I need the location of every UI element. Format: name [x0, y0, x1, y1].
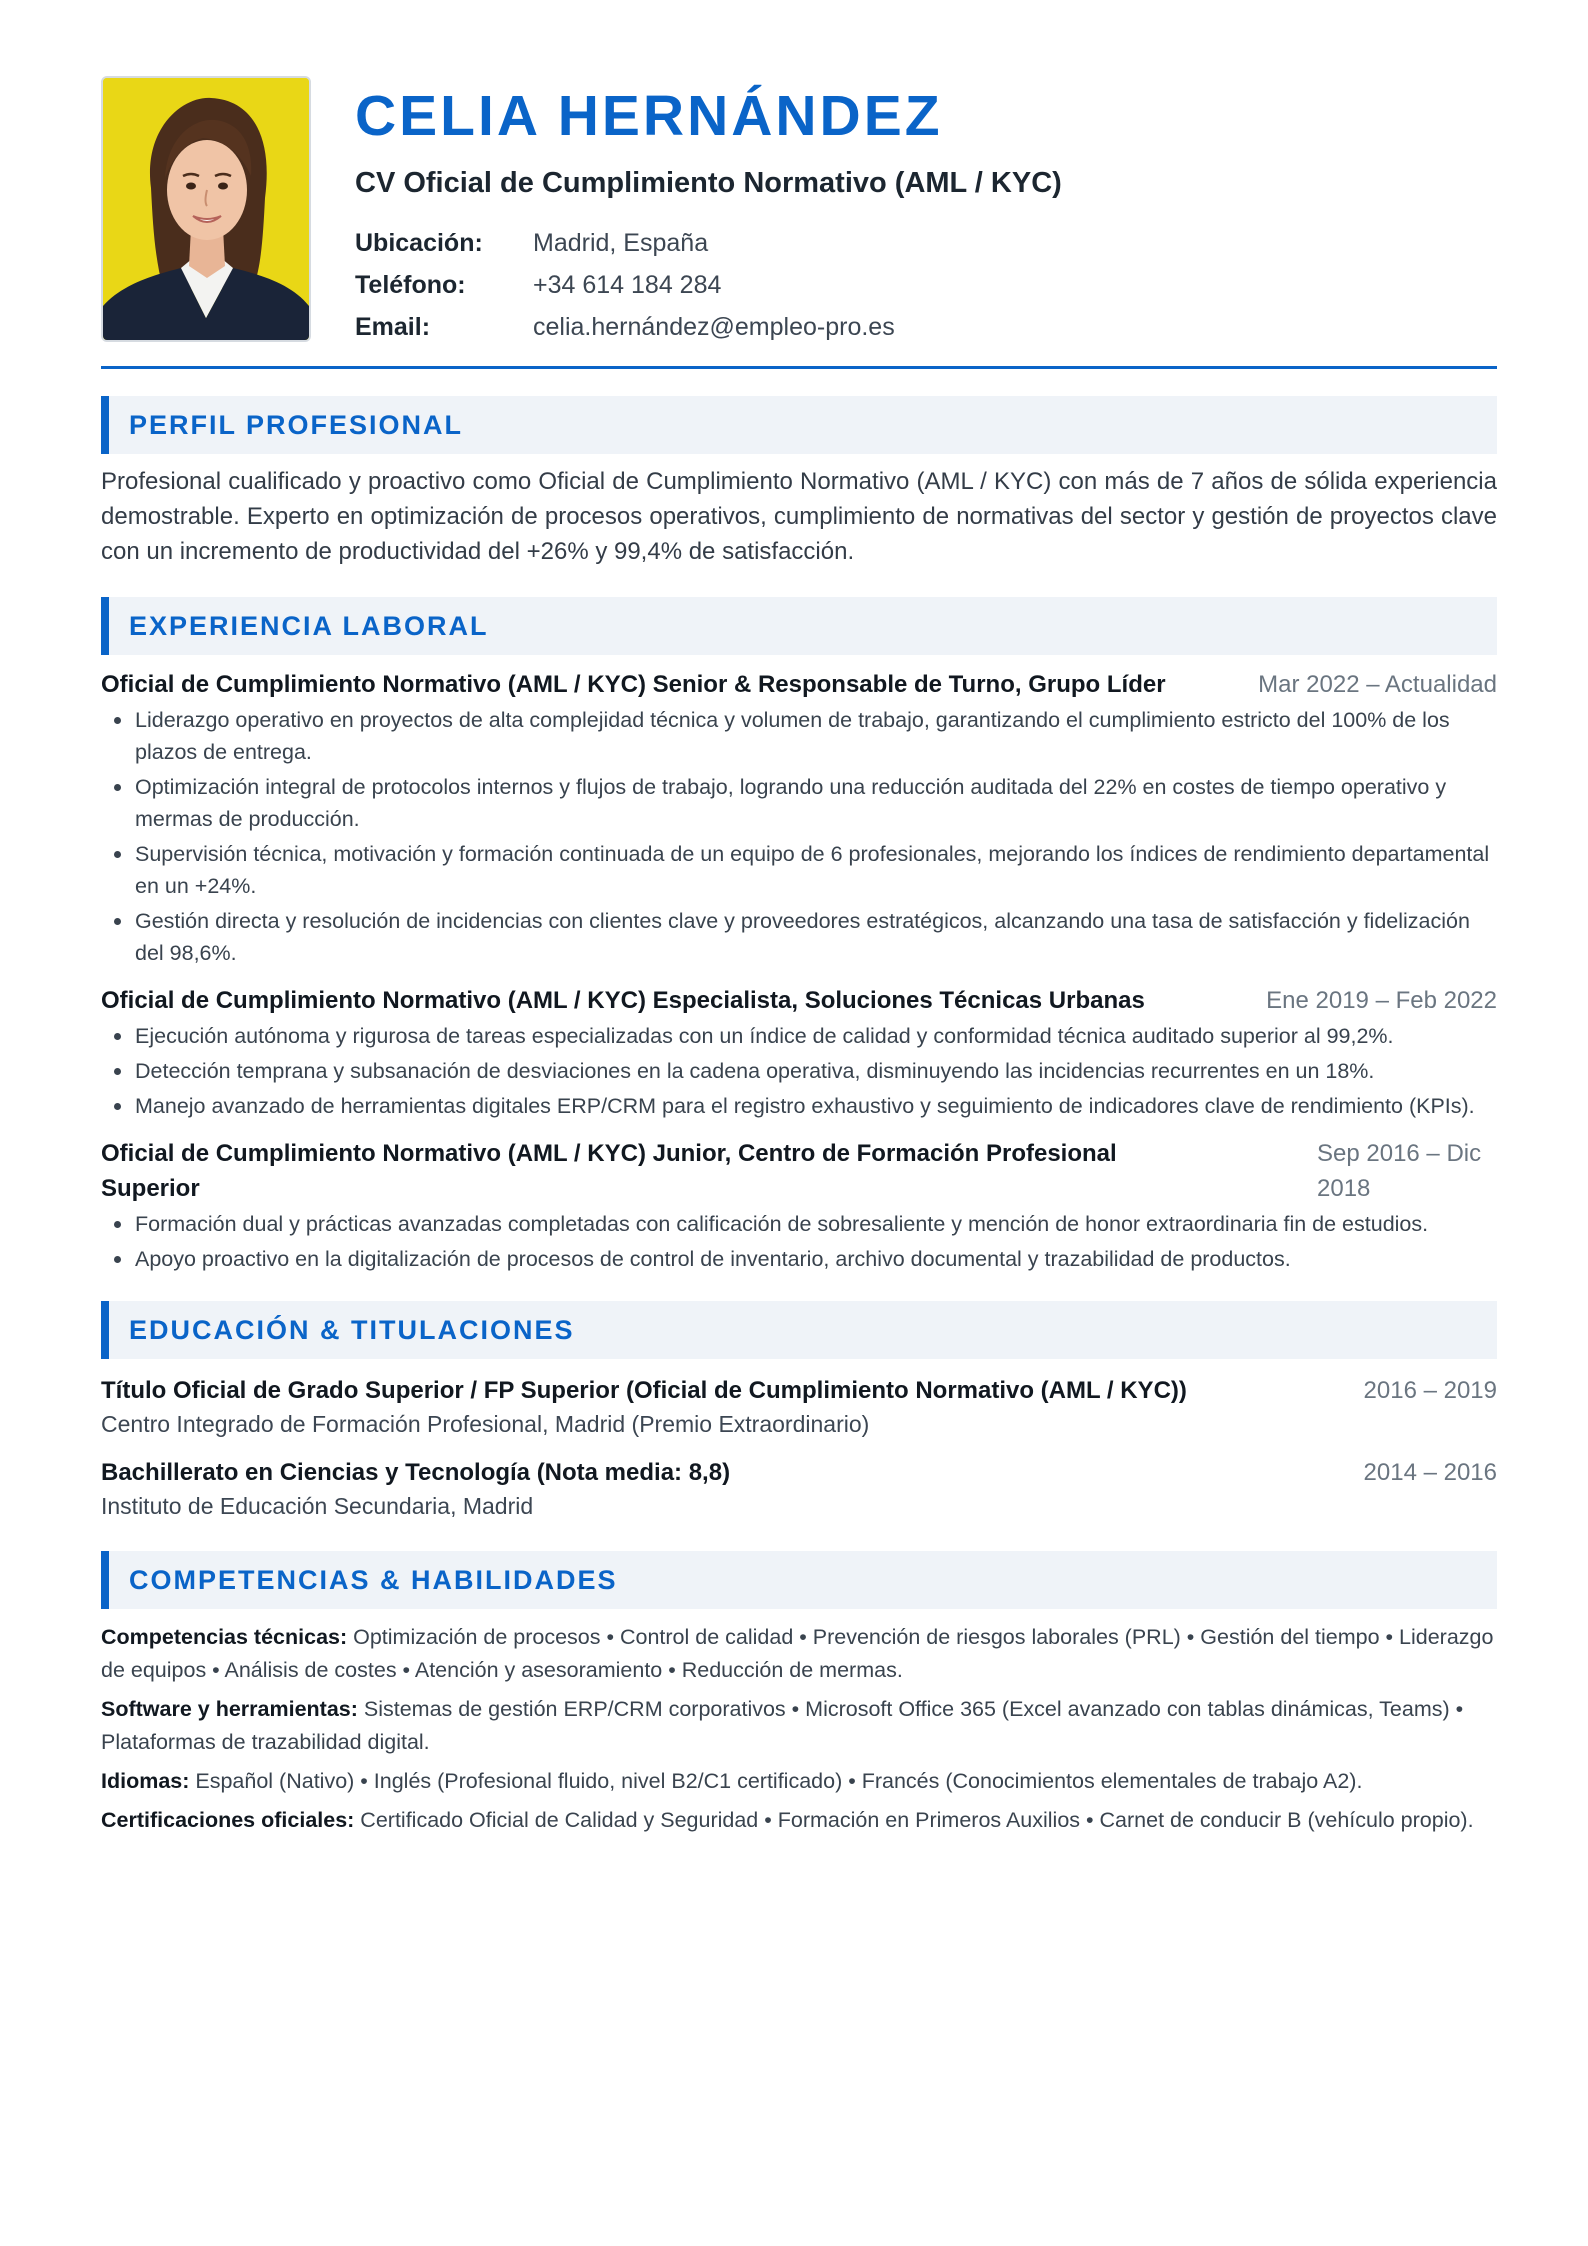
profile-summary: Profesional cualificado y proactivo como Oficial de Cumplimiento Normativo (AML / KYC) con más de 7 años de sólida experiencia demostrable. Experto en optimización de procesos operativos, cumplimiento de normativas del sector y gestión de proyectos clave con un incremento de productividad del +26% y 99,4% de satisfacción.: [101, 468, 1497, 565]
education-institution: Instituto de Educación Secundaria, Madrid: [101, 1493, 534, 1519]
section-title: EXPERIENCIA LABORAL: [129, 610, 489, 641]
section-experience: [101, 597, 1497, 1275]
skill-text: Certificado Oficial de Calidad y Seguridad • Formación en Primeros Auxilios • Carnet de conducir B (vehículo propio).: [354, 1808, 1474, 1832]
header-divider: [101, 366, 1497, 369]
section-title: PERFIL PROFESIONAL: [129, 409, 464, 440]
skill-label: Software y herramientas:: [101, 1697, 358, 1721]
skill-row: [101, 1693, 1497, 1759]
skill-row: [101, 1804, 1497, 1837]
list-item: Apoyo proactivo en la digitalización de procesos de control de inventario, archivo documental y trazabilidad de productos.: [101, 1243, 1497, 1275]
cv-page: [101, 76, 1497, 1837]
contact-phone: [355, 264, 1455, 306]
section-title: EDUCACIÓN & TITULACIONES: [129, 1314, 575, 1345]
skill-text: Sistemas de gestión ERP/CRM corporativos • Microsoft Office 365 (Excel avanzado con tablas dinámicas, Teams) • Plataformas de trazabilidad digital.: [101, 1697, 1464, 1754]
section-skills: [101, 1551, 1497, 1837]
skill-text: Optimización de procesos • Control de calidad • Prevención de riesgos laborales (PRL) • Gestión del tiempo • Liderazgo de equipos • Análisis de costes • Atención y asesoramiento • Reducción de mermas.: [101, 1625, 1494, 1682]
job-bullets: [101, 1208, 1497, 1275]
list-item: Liderazgo operativo en proyectos de alta complejidad técnica y volumen de trabajo, garantizando el cumplimiento estricto del 100% de los plazos de entrega.: [101, 704, 1497, 768]
contact-value: celia.hernández@empleo-pro.es: [533, 312, 895, 341]
section-header: [101, 396, 1497, 454]
job-header: [101, 667, 1497, 702]
job-date: Sep 2016 – Dic 2018: [1317, 1140, 1482, 1202]
job-bullets: [101, 1020, 1497, 1122]
section-profile: [101, 396, 1497, 569]
list-item: Optimización integral de protocolos internos y flujos de trabajo, logrando una reducción auditada del 22% en costes de tiempo operativo y mermas de producción.: [101, 771, 1497, 835]
job-bullets: [101, 704, 1497, 969]
section-title: COMPETENCIAS & HABILIDADES: [129, 1564, 618, 1595]
education-entry: [101, 1455, 1497, 1523]
section-header: [101, 597, 1497, 655]
section-header: [101, 1551, 1497, 1609]
skill-label: Competencias técnicas:: [101, 1625, 348, 1649]
profile-photo: [101, 76, 311, 342]
job-date: Mar 2022 – Actualidad: [1258, 671, 1497, 698]
section-education: [101, 1301, 1497, 1523]
cv-subtitle: CV Oficial de Cumplimiento Normativo (AML / KYC): [355, 167, 1062, 199]
job-entry: [101, 667, 1497, 969]
education-institution: Centro Integrado de Formación Profesional, Madrid (Premio Extraordinario): [101, 1411, 870, 1437]
job-title: Oficial de Cumplimiento Normativo (AML / KYC) Senior & Responsable de Turno, Grupo Líder: [101, 671, 1166, 698]
education-header: [101, 1373, 1497, 1408]
education-header: [101, 1455, 1497, 1490]
contact-email: [355, 306, 1455, 348]
education-date: 2016 – 2019: [1363, 1377, 1497, 1404]
header-info: [355, 76, 1455, 348]
list-item: Manejo avanzado de herramientas digitales ERP/CRM para el registro exhaustivo y seguimiento de indicadores clave de rendimiento (KPIs).: [101, 1090, 1497, 1122]
skill-label: Certificaciones oficiales:: [101, 1808, 355, 1832]
job-date: Ene 2019 – Feb 2022: [1266, 987, 1497, 1014]
contact-list: [355, 222, 1455, 348]
skill-row: [101, 1621, 1497, 1687]
list-item: Supervisión técnica, motivación y formación continuada de un equipo de 6 profesionales, mejorando los índices de rendimiento departamental en un +24%.: [101, 838, 1497, 902]
job-title: Oficial de Cumplimiento Normativo (AML / KYC) Especialista, Soluciones Técnicas Urbanas: [101, 987, 1145, 1014]
skill-text: Español (Nativo) • Inglés (Profesional fluido, nivel B2/C1 certificado) • Francés (Conocimientos elementales de trabajo A2).: [189, 1769, 1363, 1793]
job-header: [101, 983, 1497, 1018]
education-title: Título Oficial de Grado Superior / FP Superior (Oficial de Cumplimiento Normativo (AML / KYC)): [101, 1377, 1187, 1404]
job-entry: [101, 983, 1497, 1122]
job-entry: [101, 1136, 1497, 1275]
job-title: Oficial de Cumplimiento Normativo (AML / KYC) Junior, Centro de Formación Profesional Superior: [101, 1140, 1117, 1202]
contact-value: +34 614 184 284: [533, 270, 722, 299]
list-item: Detección temprana y subsanación de desviaciones en la cadena operativa, disminuyendo las incidencias recurrentes en un 18%.: [101, 1055, 1497, 1087]
list-item: Gestión directa y resolución de incidencias con clientes clave y proveedores estratégicos, alcanzando una tasa de satisfacción y fidelización del 98,6%.: [101, 905, 1497, 969]
contact-label: Teléfono:: [355, 270, 466, 299]
skill-row: [101, 1765, 1497, 1798]
education-date: 2014 – 2016: [1363, 1459, 1497, 1486]
education-entry: [101, 1373, 1497, 1441]
contact-location: [355, 222, 1455, 264]
list-item: Formación dual y prácticas avanzadas completadas con calificación de sobresaliente y mención de honor extraordinaria fin de estudios.: [101, 1208, 1497, 1240]
cv-header: [101, 76, 1497, 342]
contact-label: Email:: [355, 312, 431, 341]
education-title: Bachillerato en Ciencias y Tecnología (Nota media: 8,8): [101, 1459, 731, 1486]
skill-label: Idiomas:: [101, 1769, 190, 1793]
section-header: [101, 1301, 1497, 1359]
job-header: [101, 1136, 1497, 1206]
candidate-name: CELIA HERNÁNDEZ: [355, 84, 943, 148]
list-item: Ejecución autónoma y rigurosa de tareas especializadas con un índice de calidad y conformidad técnica auditado superior al 99,2%.: [101, 1020, 1497, 1052]
portrait-illustration: [103, 78, 309, 340]
contact-value: Madrid, España: [533, 228, 709, 257]
contact-label: Ubicación:: [355, 228, 483, 257]
